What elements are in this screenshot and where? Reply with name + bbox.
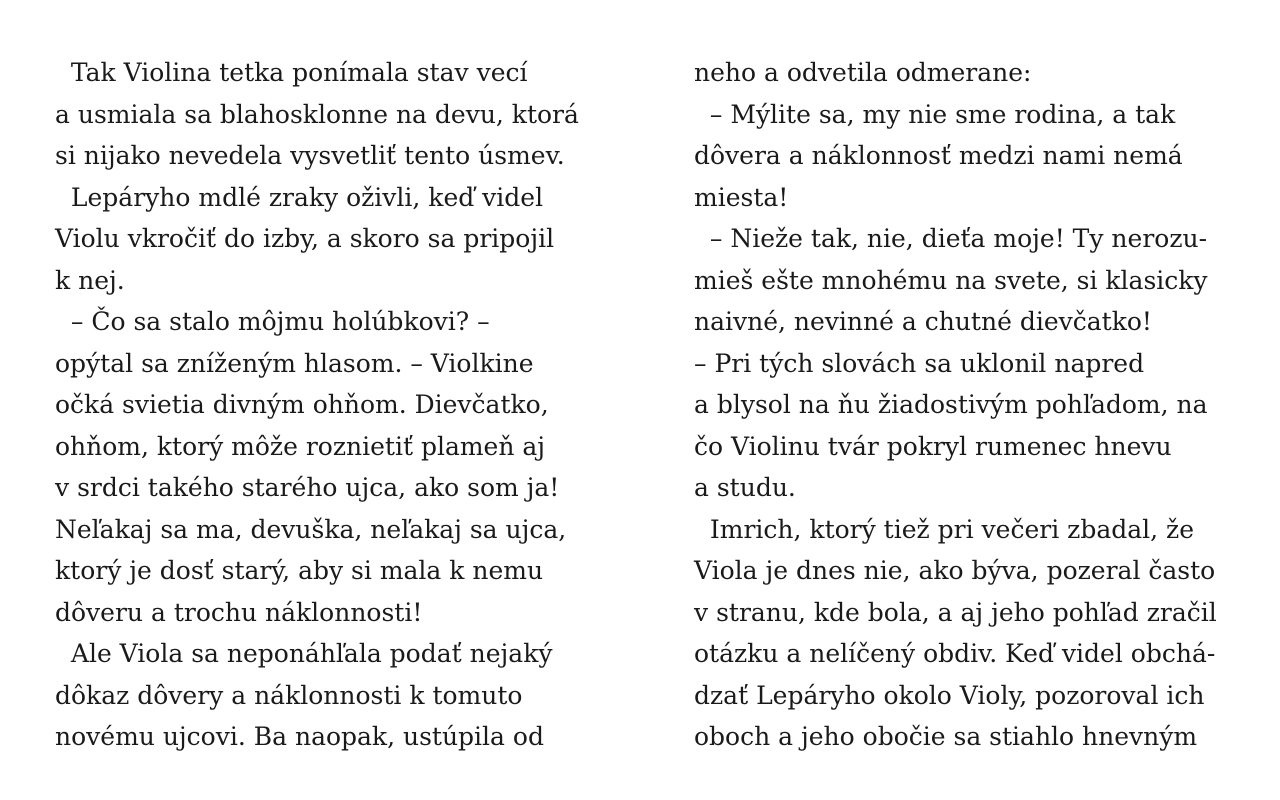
text-line: a usmiala sa blahosklonne na devu, ktorá <box>55 99 579 129</box>
text-line: k nej. <box>55 265 125 295</box>
text-line: očká svietia divným ohňom. Dievčatko, <box>55 390 549 419</box>
text-line: novému ujcovi. Ba naopak, ustúpila od <box>55 722 544 751</box>
text-line: si nijako nevedela vysvetliť tento úsmev. <box>55 141 565 170</box>
text-line: dôveru a trochu náklonnosti! <box>55 597 423 627</box>
text-line: oboch a jeho obočie sa stiahlo hnevným <box>694 722 1198 751</box>
text-line: dôkaz dôvery a náklonnosti k tomuto <box>55 680 523 710</box>
text-line: a studu. <box>694 473 796 502</box>
text-line: miesta! <box>694 182 789 212</box>
text-line: – Pri tých slovách sa uklonil napred <box>694 348 1145 378</box>
text-line: neho a odvetila odmerane: <box>694 58 1032 87</box>
text-line: Ale Viola sa neponáhľala podať nejaký <box>55 639 553 668</box>
text-line: Tak Violina tetka ponímala stav vecí <box>55 58 528 87</box>
text-line: mieš ešte mnohému na svete, si klasicky <box>694 265 1208 295</box>
text-line: Imrich, ktorý tiež pri večeri zbadal, že <box>694 514 1194 544</box>
text-line: čo Violinu tvár pokryl rumenec hnevu <box>694 431 1172 461</box>
text-line: – Čo sa stalo môjmu holúbkovi? – <box>55 307 490 336</box>
text-line: otázku a nelíčený obdiv. Keď videl obchá- <box>694 639 1216 668</box>
left-page-text <box>55 52 615 758</box>
text-line: Violu vkročiť do izby, a skoro sa pripojil <box>55 224 555 253</box>
text-line: dzať Lepáryho okolo Violy, pozoroval ich <box>694 680 1205 710</box>
text-line: – Nieže tak, nie, dieťa moje! Ty nerozu- <box>694 224 1208 253</box>
text-line: Lepáryho mdlé zraky oživli, keď videl <box>55 182 544 212</box>
text-line: Viola je dnes nie, ako býva, pozeral často <box>694 556 1216 585</box>
text-line: v srdci takého starého ujca, ako som ja! <box>55 473 560 502</box>
text-line: ktorý je dosť starý, aby si mala k nemu <box>55 556 544 585</box>
text-line: opýtal sa zníženým hlasom. – Violkine <box>55 348 534 378</box>
text-line: naivné, nevinné a chutné dievčatko! <box>694 307 1152 336</box>
text-line: – Mýlite sa, my nie sme rodina, a tak <box>694 99 1176 129</box>
right-page-text <box>694 52 1254 758</box>
text-line: v stranu, kde bola, a aj jeho pohľad zračil <box>694 597 1217 627</box>
text-line: dôvera a náklonnosť medzi nami nemá <box>694 141 1183 170</box>
text-line: ohňom, ktorý môže roznietiť plameň aj <box>55 431 546 461</box>
text-line: Neľakaj sa ma, devuška, neľakaj sa ujca, <box>55 514 567 544</box>
text-line: a blysol na ňu žiadostivým pohľadom, na <box>694 390 1208 419</box>
